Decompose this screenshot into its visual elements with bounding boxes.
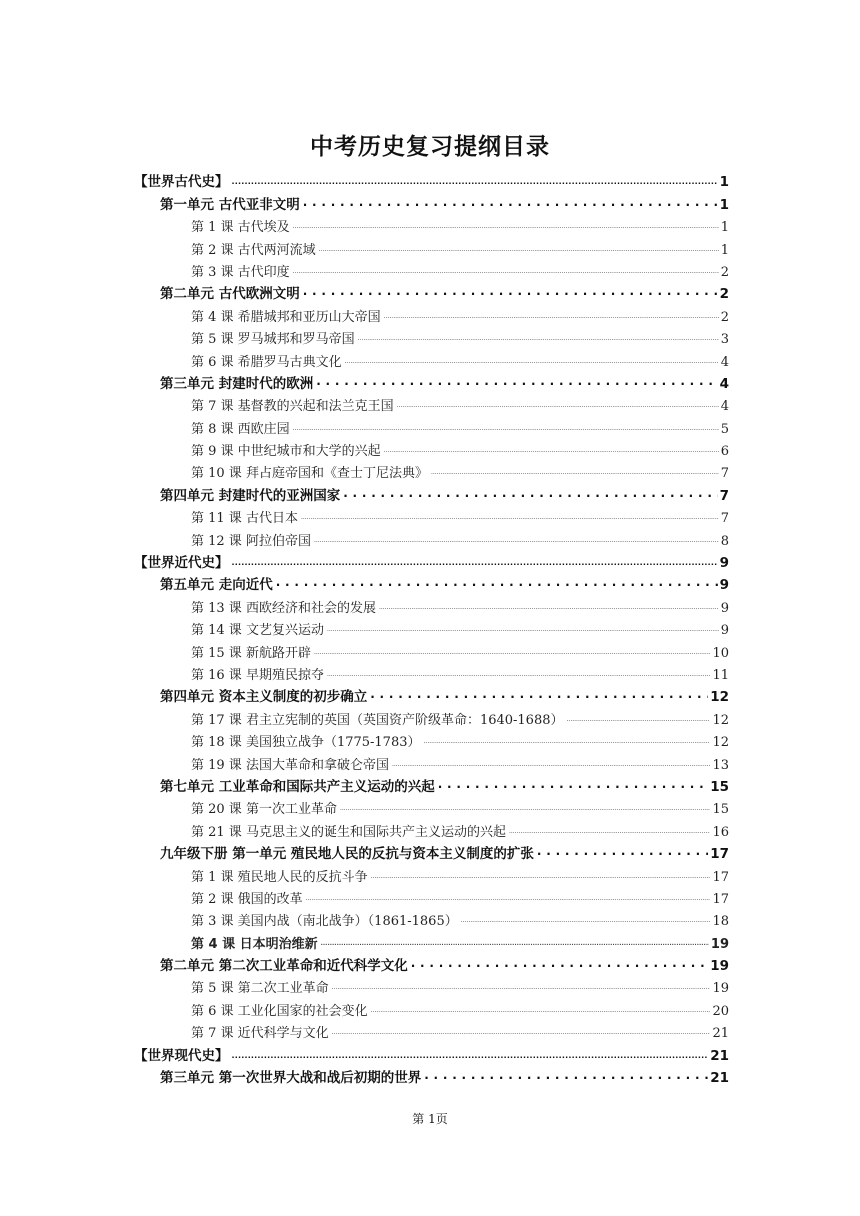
toc-lesson-label: 第 3 课 美国内战（南北战争）（1861-1865） [191,914,458,930]
dot-leader [232,168,718,190]
toc-lesson-label: 第 5 课 罗马城邦和罗马帝国 [191,332,355,348]
toc-unit-row[interactable] [134,571,729,593]
toc-lesson-page-number: 7 [720,466,729,482]
toc-lesson-label: 第 9 课 中世纪城市和大学的兴起 [191,444,381,460]
toc-lesson-row[interactable] [134,907,729,929]
toc-lesson-row[interactable] [134,414,729,436]
toc-unit-page-number: 2 [719,286,729,303]
dot-leader [321,930,709,952]
toc-unit-label: 第三单元 第一次世界大战和战后初期的世界 [160,1070,422,1087]
toc-lesson-row[interactable] [134,235,729,257]
toc-lesson-page-number: 6 [720,444,729,460]
toc-unit-label: 第三单元 封建时代的欧洲 [160,375,314,392]
toc-lesson-label: 第 2 课 古代两河流域 [191,242,316,258]
toc-unit-row[interactable] [134,773,729,795]
toc-lesson-label: 第 10 课 拜占庭帝国和《查士丁尼法典》 [191,466,428,482]
toc-lesson-page-number: 3 [720,332,729,348]
toc-lesson-label: 第 1 课 古代埃及 [191,220,290,236]
dot-leader [303,191,718,213]
toc-lesson-label: 第 7 课 近代科学与文化 [191,1026,329,1042]
dot-leader [438,773,709,795]
dot-leader [293,415,719,437]
toc-section-page-number: 9 [719,555,729,572]
toc-unit-row[interactable] [134,370,729,392]
toc-lesson-page-number: 1 [720,242,729,258]
toc-unit-label: 第二单元 古代欧洲文明 [160,286,300,303]
toc-unit-row[interactable] [134,683,729,705]
dot-leader [314,639,711,661]
toc-lesson-row[interactable] [134,213,729,235]
toc-lesson-row[interactable] [134,325,729,347]
toc-lesson-page-number: 20 [712,1003,729,1019]
dot-leader [316,370,717,392]
dot-leader [314,527,719,549]
toc-section-row[interactable] [134,1041,729,1063]
toc-lesson-row[interactable] [134,974,729,996]
toc-unit-page-number: 19 [710,958,729,975]
dot-leader [343,482,717,504]
toc-lesson-label: 第 5 课 第二次工业革命 [191,981,329,997]
toc-unit-page-number: 17 [710,846,729,863]
dot-leader [537,840,708,862]
toc-lesson-page-number: 9 [720,623,729,639]
toc-unit-row[interactable] [134,952,729,974]
dot-leader [371,863,711,885]
toc-lesson-page-number: 2 [720,264,729,280]
toc-lesson-page-number: 4 [720,399,729,415]
toc-lesson-row[interactable] [134,862,729,884]
toc-unit-label: 第一单元 古代亚非文明 [160,196,300,213]
toc-lesson-row[interactable] [134,929,729,951]
toc-lesson-label: 第 21 课 马克思主义的诞生和国际共产主义运动的兴起 [191,824,506,840]
toc-lesson-row[interactable] [134,817,729,839]
dot-leader [384,437,719,459]
toc-lesson-label: 第 7 课 基督教的兴起和法兰克王国 [191,399,394,415]
dot-leader [232,549,718,571]
toc-lesson-row[interactable] [134,616,729,638]
toc-lesson-label: 第 20 课 第一次工业革命 [191,802,337,818]
dot-leader [340,795,711,817]
toc-unit-label: 第五单元 走向近代 [160,577,273,594]
toc-lesson-page-number: 4 [720,354,729,370]
dot-leader [424,1064,708,1086]
dot-leader [303,280,718,302]
toc-lesson-page-number: 2 [720,309,729,325]
toc-unit-page-number: 12 [710,689,729,706]
toc-lesson-page-number: 12 [712,735,729,751]
dot-leader [461,907,711,929]
toc-lesson-page-number: 11 [712,667,729,683]
toc-lesson-row[interactable] [134,459,729,481]
dot-leader [370,683,708,705]
toc-lesson-page-number: 1 [720,220,729,236]
dot-leader [358,325,719,347]
toc-lesson-page-number: 16 [712,824,729,840]
dot-leader [276,571,718,593]
toc-lesson-label: 第 4 课 希腊城邦和亚历山大帝国 [191,309,381,325]
toc-section-page-number: 1 [719,174,729,191]
toc-lesson-page-number: 7 [720,511,729,527]
toc-lesson-page-number: 15 [712,802,729,818]
toc-unit-page-number: 4 [719,375,729,392]
dot-leader [332,1019,711,1041]
toc-lesson-row[interactable] [134,593,729,615]
dot-leader [332,974,711,996]
dot-leader [345,348,719,370]
dot-leader [384,303,719,325]
toc-lesson-page-number: 17 [712,869,729,885]
toc-lesson-page-number: 21 [712,1026,729,1042]
toc-lesson-row[interactable] [134,661,729,683]
toc-lesson-row[interactable] [134,258,729,280]
dot-leader [301,504,719,526]
toc-lesson-label: 第 15 课 新航路开辟 [191,645,311,661]
toc-unit-label: 第四单元 封建时代的亚洲国家 [160,487,341,504]
dot-leader [509,818,711,840]
toc-lesson-page-number: 13 [712,757,729,773]
toc-section-label: 【世界现代史】 [134,1047,229,1064]
toc-lesson-row[interactable] [134,504,729,526]
toc-unit-page-number: 1 [719,196,729,213]
toc-lesson-row[interactable] [134,302,729,324]
toc-section-row[interactable] [134,168,729,190]
toc-lesson-label: 第 6 课 希腊罗马古典文化 [191,354,342,370]
toc-lesson-label: 第 19 课 法国大革命和拿破仑帝国 [191,757,389,773]
toc-lesson-label: 第 2 课 俄国的改革 [191,891,303,907]
toc-unit-label: 第四单元 资本主义制度的初步确立 [160,689,368,706]
toc-unit-page-number: 7 [719,487,729,504]
toc-section-page-number: 21 [710,1047,729,1064]
dot-leader [371,997,711,1019]
dot-leader [327,616,719,638]
toc-lesson-page-number: 18 [712,914,729,930]
toc-unit-row[interactable] [134,481,729,503]
toc-lesson-label: 第 18 课 美国独立战争（1775-1783） [191,735,421,751]
toc-lesson-label: 第 13 课 西欧经济和社会的发展 [191,600,376,616]
document-title: 中考历史复习提纲目录 [310,134,550,160]
toc-lesson-row[interactable] [134,1019,729,1041]
toc-unit-label: 第七单元 工业革命和国际共产主义运动的兴起 [160,778,435,795]
dot-leader [293,258,719,280]
toc-lesson-row[interactable] [134,885,729,907]
toc-lesson-label: 第 8 课 西欧庄园 [191,421,290,437]
toc-lesson-label: 第 4 课 日本明治维新 [191,936,318,952]
toc-lesson-row[interactable] [134,705,729,727]
toc-lesson-row[interactable] [134,347,729,369]
toc-lesson-label: 第 1 课 殖民地人民的反抗斗争 [191,869,368,885]
toc-lesson-page-number: 8 [720,533,729,549]
dot-leader [424,728,711,750]
toc-section-row[interactable] [134,549,729,571]
dot-leader [293,213,719,235]
toc-unit-label: 第二单元 第二次工业革命和近代科学文化 [160,958,408,975]
toc-unit-label: 九年级下册 第一单元 殖民地人民的反抗与资本主义制度的扩张 [160,846,534,863]
toc-lesson-page-number: 19 [712,981,729,997]
toc-lesson-row[interactable] [134,638,729,660]
dot-leader [411,952,709,974]
toc-unit-row[interactable] [134,1064,729,1086]
page-footer: 第 1页 [412,1112,448,1126]
toc-lesson-row[interactable] [134,750,729,772]
toc-lesson-page-number: 9 [720,600,729,616]
dot-leader [431,459,719,481]
dot-leader [232,1042,709,1064]
toc-lesson-row[interactable] [134,996,729,1018]
toc-lesson-label: 第 3 课 古代印度 [191,264,290,280]
toc-lesson-label: 第 12 课 阿拉伯帝国 [191,533,311,549]
toc-lesson-label: 第 16 课 早期殖民掠夺 [191,667,324,683]
toc-lesson-label: 第 14 课 文艺复兴运动 [191,623,324,639]
toc-lesson-page-number: 5 [720,421,729,437]
toc-lesson-page-number: 10 [712,645,729,661]
toc-lesson-page-number: 17 [712,891,729,907]
toc-lesson-label: 第 17 课 君主立宪制的英国（英国资产阶级革命：1640-1688） [191,712,564,728]
table-of-contents [134,168,729,1086]
toc-section-label: 【世界近代史】 [134,555,229,572]
dot-leader [306,885,711,907]
toc-section-label: 【世界古代史】 [134,174,229,191]
dot-leader [379,594,719,616]
dot-leader [397,392,719,414]
toc-unit-row[interactable] [134,190,729,212]
toc-unit-page-number: 21 [710,1070,729,1087]
toc-lesson-page-number: 12 [712,712,729,728]
dot-leader [392,751,711,773]
toc-lesson-label: 第 11 课 古代日本 [191,511,298,527]
toc-unit-row[interactable] [134,280,729,302]
toc-lesson-row[interactable] [134,795,729,817]
toc-lesson-label: 第 6 课 工业化国家的社会变化 [191,1003,368,1019]
toc-lesson-row[interactable] [134,437,729,459]
toc-unit-row[interactable] [134,840,729,862]
toc-lesson-page-number: 19 [710,936,729,952]
toc-unit-page-number: 15 [710,778,729,795]
toc-unit-page-number: 9 [719,577,729,594]
dot-leader [327,661,711,683]
dot-leader [319,236,719,258]
dot-leader [567,706,711,728]
toc-lesson-row[interactable] [134,728,729,750]
toc-lesson-row[interactable] [134,392,729,414]
toc-lesson-row[interactable] [134,526,729,548]
